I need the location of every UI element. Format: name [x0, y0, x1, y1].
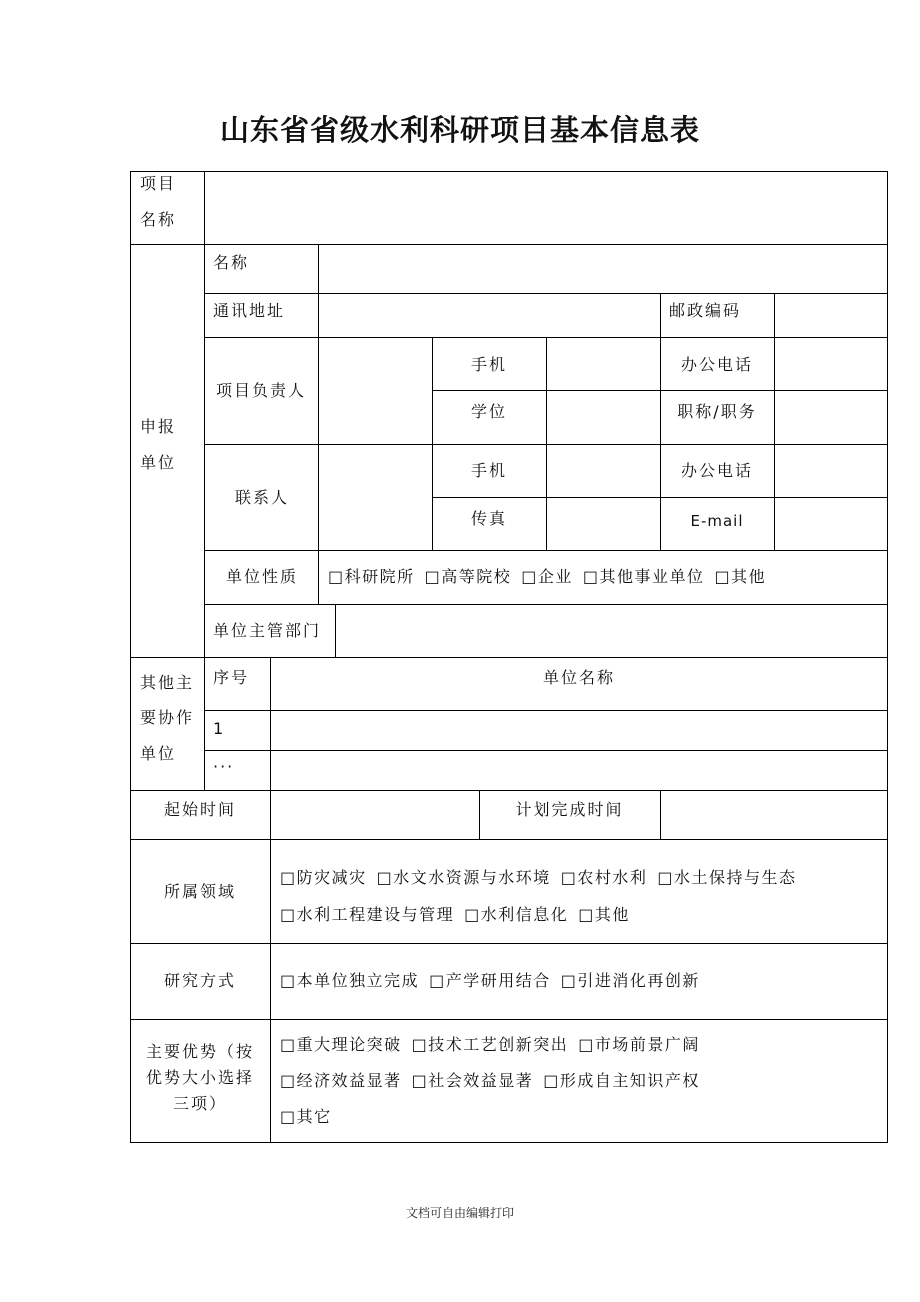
option-other-public-institution[interactable]: □其他事业单位: [582, 567, 705, 586]
option-independent[interactable]: □本单位独立完成: [280, 971, 420, 990]
table-rule: [204, 550, 888, 551]
table-rule: [130, 943, 888, 944]
unit-name-field[interactable]: [319, 245, 887, 293]
advantage-options-line-3: [280, 1099, 342, 1135]
start-time-field[interactable]: [271, 791, 479, 839]
label-advantage-2: 优势大小选择: [145, 1068, 254, 1087]
option-theory-breakthrough[interactable]: □重大理论突破: [280, 1035, 402, 1054]
label-contact-office-phone: 办公电话: [680, 461, 753, 480]
coop-row-seq-1: 1: [213, 719, 226, 738]
label-advantage-3: 三项）: [172, 1094, 227, 1113]
label-coop-unit-name: 单位名称: [542, 668, 615, 687]
label-field: 所属领域: [163, 882, 236, 901]
label-title-post: 职称/职务: [677, 402, 757, 421]
label-leader-mobile: 手机: [470, 355, 507, 374]
label-postcode: 邮政编码: [669, 301, 742, 320]
fax-field[interactable]: [547, 498, 660, 550]
label-unit-nature: 单位性质: [226, 567, 299, 586]
field-options-line-2: [280, 897, 640, 933]
label-project-name-1: 项目: [140, 174, 177, 193]
label-advantage-1: 主要优势（按: [145, 1042, 254, 1061]
form-title: 山东省省级水利科研项目基本信息表: [219, 113, 700, 147]
leader-field[interactable]: [319, 338, 432, 444]
label-degree: 学位: [470, 402, 507, 421]
label-leader: 项目负责人: [216, 381, 307, 400]
option-import-innovation[interactable]: □引进消化再创新: [560, 971, 700, 990]
label-coop-2: 要协作: [140, 708, 195, 727]
label-applicant-2: 单位: [140, 453, 177, 472]
table-rule: [130, 657, 888, 658]
label-coop-1: 其他主: [140, 673, 195, 692]
label-unit-name: 名称: [213, 253, 250, 272]
option-engineering-management[interactable]: □水利工程建设与管理: [280, 905, 455, 924]
label-fax: 传真: [470, 509, 507, 528]
unit-nature-options: [328, 559, 776, 595]
field-options-line-1: [280, 860, 807, 896]
label-project-name-2: 名称: [140, 210, 177, 229]
label-address: 通讯地址: [213, 301, 286, 320]
label-seq: 序号: [213, 668, 250, 687]
label-applicant-1: 申报: [140, 417, 177, 436]
label-supervising-dept: 单位主管部门: [213, 621, 322, 640]
contact-field[interactable]: [319, 445, 432, 550]
footer-note: 文档可自由编辑打印: [405, 1206, 514, 1220]
table-rule: [130, 1019, 888, 1020]
option-tech-innovation[interactable]: □技术工艺创新突出: [411, 1035, 569, 1054]
label-planned-end: 计划完成时间: [515, 800, 624, 819]
email-field[interactable]: [775, 498, 887, 550]
option-social-benefit[interactable]: □社会效益显著: [411, 1071, 534, 1090]
option-ip[interactable]: □形成自主知识产权: [543, 1071, 700, 1090]
table-rule: [130, 839, 888, 840]
leader-office-phone-field[interactable]: [775, 338, 887, 390]
leader-mobile-field[interactable]: [547, 338, 660, 390]
option-advantage-other[interactable]: □其它: [280, 1107, 332, 1126]
label-leader-office-phone: 办公电话: [680, 355, 753, 374]
supervising-dept-field[interactable]: [336, 605, 887, 657]
label-coop-3: 单位: [140, 744, 177, 763]
option-field-other[interactable]: □其他: [578, 905, 630, 924]
option-hydrology-water-resources[interactable]: □水文水资源与水环境: [376, 868, 551, 887]
option-market-prospect[interactable]: □市场前景广阔: [578, 1035, 700, 1054]
option-industry-academia[interactable]: □产学研用结合: [429, 971, 551, 990]
label-contact: 联系人: [235, 488, 290, 507]
project-name-field[interactable]: [205, 172, 887, 244]
coop-unit-field-more[interactable]: [271, 751, 887, 790]
option-rural-water[interactable]: □农村水利: [560, 868, 648, 887]
option-other[interactable]: □其他: [714, 567, 767, 586]
option-enterprise[interactable]: □企业: [521, 567, 573, 586]
label-email: E-mail: [690, 512, 744, 530]
advantage-options-line-2: [280, 1063, 710, 1099]
method-options: [280, 963, 710, 999]
planned-end-field[interactable]: [661, 791, 887, 839]
coop-row-seq-more: ···: [213, 757, 235, 776]
advantage-options-line-1: [280, 1027, 710, 1063]
degree-field[interactable]: [547, 391, 660, 444]
address-field[interactable]: [319, 294, 660, 337]
coop-unit-field-1[interactable]: [271, 711, 887, 750]
postcode-field[interactable]: [775, 294, 887, 337]
option-soil-conservation[interactable]: □水土保持与生态: [657, 868, 797, 887]
option-university[interactable]: □高等院校: [424, 567, 512, 586]
contact-office-phone-field[interactable]: [775, 445, 887, 497]
label-method: 研究方式: [163, 971, 236, 990]
option-economic-benefit[interactable]: □经济效益显著: [280, 1071, 402, 1090]
label-start-time: 起始时间: [163, 800, 236, 819]
label-contact-mobile: 手机: [470, 461, 507, 480]
option-research-institute[interactable]: □科研院所: [328, 567, 415, 586]
option-water-informatization[interactable]: □水利信息化: [464, 905, 569, 924]
table-rule: [204, 657, 205, 790]
option-disaster-prevention[interactable]: □防灾减灾: [280, 868, 367, 887]
contact-mobile-field[interactable]: [547, 445, 660, 497]
title-post-field[interactable]: [775, 391, 887, 444]
